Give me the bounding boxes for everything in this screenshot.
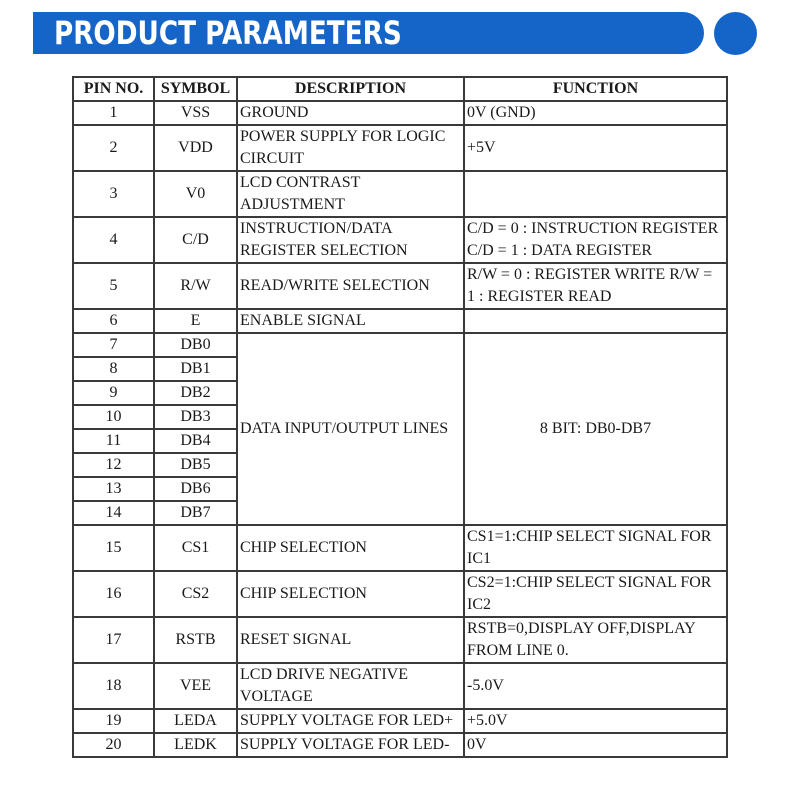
title-banner xyxy=(33,12,704,54)
pin-cell: 13 xyxy=(73,477,154,501)
table-row xyxy=(73,101,727,125)
pin-cell: 3 xyxy=(73,171,154,217)
description-cell: LCD CONTRAST ADJUSTMENT xyxy=(237,171,464,217)
function-cell: +5V xyxy=(464,125,727,171)
table-row xyxy=(73,571,727,617)
function-cell: +5.0V xyxy=(464,709,727,733)
symbol-cell: VEE xyxy=(154,663,237,709)
table-header-row xyxy=(73,77,727,101)
symbol-cell: LEDA xyxy=(154,709,237,733)
pin-cell: 19 xyxy=(73,709,154,733)
description-cell: CHIP SELECTION xyxy=(237,525,464,571)
function-cell xyxy=(464,309,727,333)
function-cell: -5.0V xyxy=(464,663,727,709)
description-cell: SUPPLY VOLTAGE FOR LED- xyxy=(237,733,464,757)
pin-cell: 10 xyxy=(73,405,154,429)
table-row xyxy=(73,663,727,709)
description-cell: RESET SIGNAL xyxy=(237,617,464,663)
description-cell: INSTRUCTION/DATA REGISTER SELECTION xyxy=(237,217,464,263)
table-row xyxy=(73,525,727,571)
header-symbol: SYMBOL xyxy=(154,77,237,101)
pin-cell: 1 xyxy=(73,101,154,125)
symbol-cell: DB1 xyxy=(154,357,237,381)
pin-cell: 17 xyxy=(73,617,154,663)
symbol-cell: VSS xyxy=(154,101,237,125)
pin-cell: 12 xyxy=(73,453,154,477)
symbol-cell: DB3 xyxy=(154,405,237,429)
function-cell: 0V xyxy=(464,733,727,757)
page-title: PRODUCT PARAMETERS xyxy=(54,14,402,52)
table-row xyxy=(73,617,727,663)
function-cell xyxy=(464,171,727,217)
symbol-cell: RSTB xyxy=(154,617,237,663)
pin-cell: 5 xyxy=(73,263,154,309)
pin-cell: 15 xyxy=(73,525,154,571)
pin-cell: 20 xyxy=(73,733,154,757)
function-cell: 0V (GND) xyxy=(464,101,727,125)
table-row xyxy=(73,709,727,733)
symbol-cell: E xyxy=(154,309,237,333)
table-row xyxy=(73,309,727,333)
symbol-cell: DB2 xyxy=(154,381,237,405)
table-row xyxy=(73,263,727,309)
symbol-cell: LEDK xyxy=(154,733,237,757)
function-cell: R/W = 0 : REGISTER WRITE R/W = 1 : REGISTER READ xyxy=(464,263,727,309)
pin-cell: 4 xyxy=(73,217,154,263)
pin-cell: 7 xyxy=(73,333,154,357)
description-cell: READ/WRITE SELECTION xyxy=(237,263,464,309)
decorative-circle xyxy=(714,12,757,55)
symbol-cell: DB5 xyxy=(154,453,237,477)
pin-cell: 14 xyxy=(73,501,154,525)
table-row xyxy=(73,733,727,757)
pin-cell: 18 xyxy=(73,663,154,709)
data-lines-description-cell: DATA INPUT/OUTPUT LINES xyxy=(237,333,464,525)
header-pin-no: PIN NO. xyxy=(73,77,154,101)
function-cell: CS2=1:CHIP SELECT SIGNAL FOR IC2 xyxy=(464,571,727,617)
header-description: DESCRIPTION xyxy=(237,77,464,101)
description-cell: GROUND xyxy=(237,101,464,125)
symbol-cell: DB0 xyxy=(154,333,237,357)
pin-cell: 11 xyxy=(73,429,154,453)
pin-parameter-table xyxy=(72,76,728,758)
description-cell: CHIP SELECTION xyxy=(237,571,464,617)
pin-cell: 6 xyxy=(73,309,154,333)
description-cell: LCD DRIVE NEGATIVE VOLTAGE xyxy=(237,663,464,709)
symbol-cell: CS1 xyxy=(154,525,237,571)
pin-cell: 9 xyxy=(73,381,154,405)
symbol-cell: C/D xyxy=(154,217,237,263)
table-row xyxy=(73,333,727,357)
symbol-cell: DB7 xyxy=(154,501,237,525)
table-row xyxy=(73,217,727,263)
description-cell: ENABLE SIGNAL xyxy=(237,309,464,333)
data-lines-function-cell: 8 BIT: DB0-DB7 xyxy=(464,333,727,525)
function-cell: C/D = 0 : INSTRUCTION REGISTER C/D = 1 : DATA REGISTER xyxy=(464,217,727,263)
pin-cell: 8 xyxy=(73,357,154,381)
description-cell: POWER SUPPLY FOR LOGIC CIRCUIT xyxy=(237,125,464,171)
symbol-cell: CS2 xyxy=(154,571,237,617)
symbol-cell: VDD xyxy=(154,125,237,171)
symbol-cell: DB6 xyxy=(154,477,237,501)
function-cell: RSTB=0,DISPLAY OFF,DISPLAY FROM LINE 0. xyxy=(464,617,727,663)
header-function: FUNCTION xyxy=(464,77,727,101)
symbol-cell: R/W xyxy=(154,263,237,309)
description-cell: SUPPLY VOLTAGE FOR LED+ xyxy=(237,709,464,733)
pin-cell: 16 xyxy=(73,571,154,617)
function-cell: CS1=1:CHIP SELECT SIGNAL FOR IC1 xyxy=(464,525,727,571)
symbol-cell: V0 xyxy=(154,171,237,217)
symbol-cell: DB4 xyxy=(154,429,237,453)
pin-cell: 2 xyxy=(73,125,154,171)
table-row xyxy=(73,125,727,171)
table-row xyxy=(73,171,727,217)
